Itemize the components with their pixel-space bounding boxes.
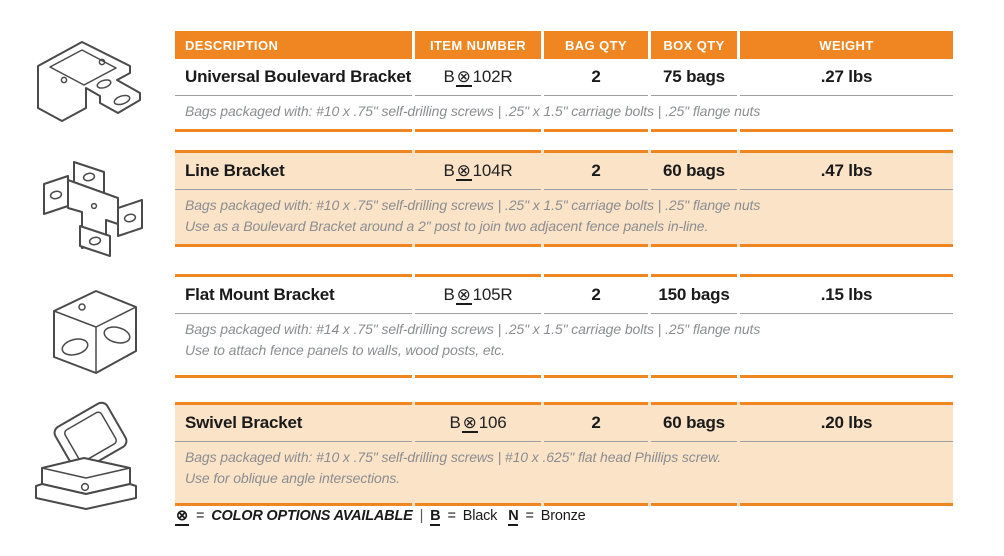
product-description: Flat Mount Bracket (175, 277, 412, 314)
packaging-note: Bags packaged with: #14 x .75" self-drilling screws | .25" x 1.5" carriage bolts | .25" flange nuts (185, 321, 761, 337)
product-weight: .20 lbs (740, 405, 953, 442)
color-options-legend (175, 508, 586, 526)
item-prefix: B (449, 413, 461, 432)
column-header-description: DESCRIPTION (175, 31, 412, 59)
packaging-note: Bags packaged with: #10 x .75" self-drilling screws | .25" x 1.5" carriage bolts | .25" flange nuts (185, 103, 761, 119)
product-notes (175, 314, 953, 375)
line-bracket-drawing-icon (22, 150, 154, 268)
item-prefix: B (443, 67, 455, 86)
product-box-qty: 75 bags (651, 59, 737, 96)
product-item-number (415, 277, 541, 314)
item-prefix: B (443, 161, 455, 180)
divider (651, 375, 737, 378)
black-color-value: Black (462, 508, 498, 524)
legend-caption: COLOR OPTIONS AVAILABLE (211, 508, 413, 524)
product-notes (175, 190, 953, 244)
product-item-number (415, 59, 541, 96)
packaging-note: Bags packaged with: #10 x .75" self-drilling screws | .25" x 1.5" carriage bolts | .25" flange nuts (185, 197, 761, 213)
product-bag-qty: 2 (544, 277, 648, 314)
divider (740, 129, 953, 132)
product-description: Swivel Bracket (175, 405, 412, 442)
product-drawings-column (0, 0, 172, 556)
item-suffix: 105R (472, 285, 513, 304)
divider (544, 503, 648, 506)
black-color-key: B (430, 508, 441, 524)
divider (740, 375, 953, 378)
product-notes (175, 96, 953, 129)
usage-note: Use as a Boulevard Bracket around a 2" post to join two adjacent fence panels in-line. (185, 218, 709, 234)
color-option-symbol: ⊗ (462, 412, 477, 432)
product-bag-qty: 2 (544, 153, 648, 190)
usage-note: Use for oblique angle intersections. (185, 470, 401, 486)
color-option-symbol: ⊗ (456, 66, 471, 86)
legend-equals: = (525, 508, 534, 524)
column-header-item-number: ITEM NUMBER (415, 31, 541, 59)
divider (651, 503, 737, 506)
divider (544, 244, 648, 247)
table-row (175, 274, 953, 378)
divider (175, 503, 412, 506)
column-header-weight: WEIGHT (740, 31, 953, 59)
divider (415, 129, 541, 132)
product-box-qty: 150 bags (651, 277, 737, 314)
product-item-number (415, 405, 541, 442)
divider (415, 244, 541, 247)
product-description: Line Bracket (175, 153, 412, 190)
color-option-symbol: ⊗ (456, 160, 471, 180)
product-bag-qty: 2 (544, 405, 648, 442)
legend-divider: | (419, 508, 424, 524)
divider (415, 375, 541, 378)
product-weight: .27 lbs (740, 59, 953, 96)
column-header-bag-qty: BAG QTY (544, 31, 648, 59)
divider (415, 503, 541, 506)
divider (740, 244, 953, 247)
divider (651, 129, 737, 132)
legend-equals: = (447, 508, 456, 524)
item-prefix: B (443, 285, 455, 304)
divider (740, 503, 953, 506)
product-box-qty: 60 bags (651, 405, 737, 442)
product-weight: .47 lbs (740, 153, 953, 190)
swivel-bracket-drawing-icon (24, 392, 148, 514)
divider (175, 244, 412, 247)
column-header-box-qty: BOX QTY (651, 31, 737, 59)
color-option-symbol: ⊗ (176, 508, 188, 524)
bronze-color-key: N (508, 508, 519, 524)
product-item-number (415, 153, 541, 190)
product-table (175, 31, 953, 506)
divider (175, 375, 412, 378)
table-row (175, 402, 953, 506)
product-description: Universal Boulevard Bracket (175, 59, 412, 96)
color-option-symbol: ⊗ (456, 284, 471, 304)
usage-note: Use to attach fence panels to walls, wood posts, etc. (185, 342, 505, 358)
universal-boulevard-bracket-drawing-icon (16, 22, 164, 130)
packaging-note: Bags packaged with: #10 x .75" self-drilling screws | #10 x .625" flat head Phillips screw. (185, 449, 721, 465)
legend-equals: = (195, 508, 205, 524)
item-suffix: 106 (478, 413, 507, 432)
product-bag-qty: 2 (544, 59, 648, 96)
table-row (175, 150, 953, 247)
item-suffix: 104R (472, 161, 513, 180)
item-suffix: 102R (472, 67, 513, 86)
divider (175, 129, 412, 132)
divider (544, 375, 648, 378)
divider (651, 244, 737, 247)
divider (544, 129, 648, 132)
table-row (175, 31, 953, 132)
bronze-color-value: Bronze (540, 508, 586, 524)
product-notes (175, 442, 953, 503)
product-box-qty: 60 bags (651, 153, 737, 190)
flat-mount-bracket-drawing-icon (26, 275, 146, 377)
product-weight: .15 lbs (740, 277, 953, 314)
